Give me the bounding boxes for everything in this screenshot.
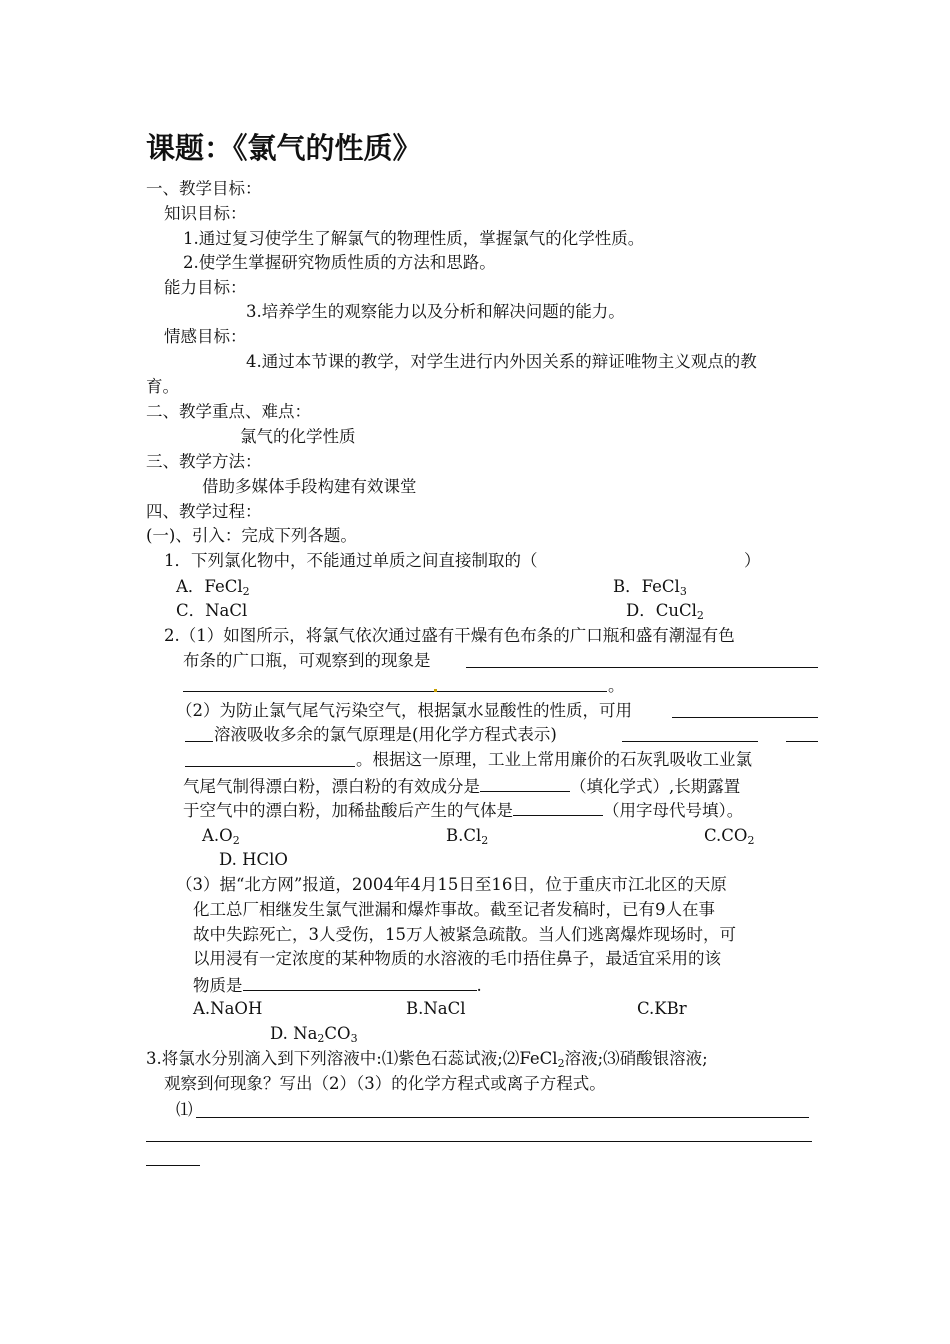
q2-part3-option-a: A.NaOH: [193, 999, 263, 1018]
q2-part1-blank-2[interactable]: [183, 691, 607, 692]
q3-answer-line-2[interactable]: [146, 1141, 812, 1142]
section-4-intro: (一)、引入：完成下列各题。: [146, 526, 357, 545]
q2-part2-line2: 溶液吸收多余的氯气原理是(用化学方程式表示): [214, 725, 557, 744]
q2-part2-blank-2a[interactable]: [622, 741, 758, 742]
q2-part2-blank-1a[interactable]: [672, 717, 818, 718]
knowledge-goal-label: 知识目标：: [164, 204, 247, 223]
emotion-goal-4-line1: 4.通过本节课的教学，对学生进行内外因关系的辩证唯物主义观点的教: [246, 352, 757, 371]
q2-part2-option-d: D. HClO: [219, 850, 288, 869]
q1-close-paren: ）: [744, 551, 761, 570]
q2-part2-blank-3[interactable]: [480, 774, 570, 792]
section-2-content: 氯气的化学性质: [240, 427, 356, 446]
q3-answer-label: ⑴: [176, 1100, 193, 1119]
q2-part2-option-a: $A.O_2$: [202, 826, 240, 847]
q2-part2-blank-1b[interactable]: [185, 741, 213, 742]
q2-part3-blank[interactable]: [243, 973, 477, 991]
q2-part3-line1: （3）据“北方网”报道，2004年4月15日至16日，位于重庆市江北区的天原: [176, 875, 727, 894]
section-1-heading: 一、教学目标：: [146, 179, 262, 198]
q1-option-d: D．CuCl$_2$: [626, 601, 704, 622]
q1-option-a: A．FeCl$_2$: [176, 577, 250, 598]
ability-goal-label: 能力目标：: [164, 278, 247, 297]
q2-part3-line5: 物质是 .: [193, 973, 482, 997]
q2-part3-option-b: B.NaCl: [406, 999, 466, 1018]
q2-part3-option-d: D. $Na_2CO_3$: [270, 1024, 358, 1045]
page-title: 课题：《氯气的性质》: [146, 131, 422, 165]
section-2-heading: 二、教学重点、难点：: [146, 402, 311, 421]
q2-part1-blank-1[interactable]: [466, 667, 818, 668]
ability-goal-3: 3.培养学生的观察能力以及分析和解决问题的能力。: [246, 302, 625, 321]
q2-part2-line4: 气尾气制得漂白粉，漂白粉的有效成分是 （填化学式）,长期露置: [183, 774, 740, 798]
knowledge-goal-2: 2.使学生掌握研究物质性质的方法和思路。: [183, 253, 496, 272]
q3-line2: 观察到何现象？写出（2）（3）的化学方程式或离子方程式。: [164, 1074, 606, 1093]
q2-part2-blank-2b[interactable]: [786, 741, 818, 742]
q1-option-c: C．NaCl: [176, 601, 248, 620]
q2-part2-line1: （2）为防止氯气尾气污染空气，根据氯水显酸性的性质，可用: [176, 701, 632, 720]
q2-part3-line3: 故中失踪死亡，3人受伤，15万人被紧急疏散。当人们逃离爆炸现场时，可: [193, 925, 736, 944]
q1-stem: 1．下列氯化物中，不能通过单质之间直接制取的（: [164, 551, 538, 570]
emotion-goal-label: 情感目标：: [164, 327, 247, 346]
q2-part3-option-c: C.KBr: [637, 999, 687, 1018]
q2-part2-blank-2c[interactable]: [185, 766, 355, 767]
q2-part2-line3: 。根据这一原理，工业上常用廉价的石灰乳吸收工业氯: [356, 750, 752, 769]
q1-option-b: B．FeCl$_3$: [613, 577, 687, 598]
decorative-dot: [434, 689, 437, 692]
q2-part1-end: 。: [608, 676, 625, 695]
q2-part2-blank-4[interactable]: [513, 798, 603, 816]
section-3-heading: 三、教学方法：: [146, 452, 262, 471]
emotion-goal-4-line2: 育。: [146, 377, 179, 396]
q2-part2-option-b: $B.Cl_2$: [446, 826, 489, 847]
q3-line1: 3.将氯水分别滴入到下列溶液中:⑴紫色石蕊试液;⑵FeCl$_2$溶液;⑶硝酸银溶液;: [146, 1049, 708, 1070]
q2-part3-line2: 化工总厂相继发生氯气泄漏和爆炸事故。截至记者发稿时，已有9人在事: [193, 900, 715, 919]
section-4-heading: 四、教学过程：: [146, 502, 262, 521]
section-3-content: 借助多媒体手段构建有效课堂: [202, 477, 417, 496]
q2-part1-line1: 2.（1）如图所示，将氯气依次通过盛有干燥有色布条的广口瓶和盛有潮湿有色: [164, 626, 735, 645]
q3-answer-line-3[interactable]: [146, 1165, 200, 1166]
q2-part2-line5: 于空气中的漂白粉，加稀盐酸后产生的气体是 （用字母代号填）。: [183, 798, 743, 822]
q3-answer-line-1[interactable]: [196, 1117, 809, 1118]
q2-part3-line4: 以用浸有一定浓度的某种物质的水溶液的毛巾捂住鼻子，最适宜采用的该: [193, 949, 721, 968]
q2-part2-option-c: $C.CO_2$: [704, 826, 755, 847]
knowledge-goal-1: 1.通过复习使学生了解氯气的物理性质，掌握氯气的化学性质。: [183, 229, 645, 248]
q2-part1-line2: 布条的广口瓶，可观察到的现象是: [183, 651, 431, 670]
